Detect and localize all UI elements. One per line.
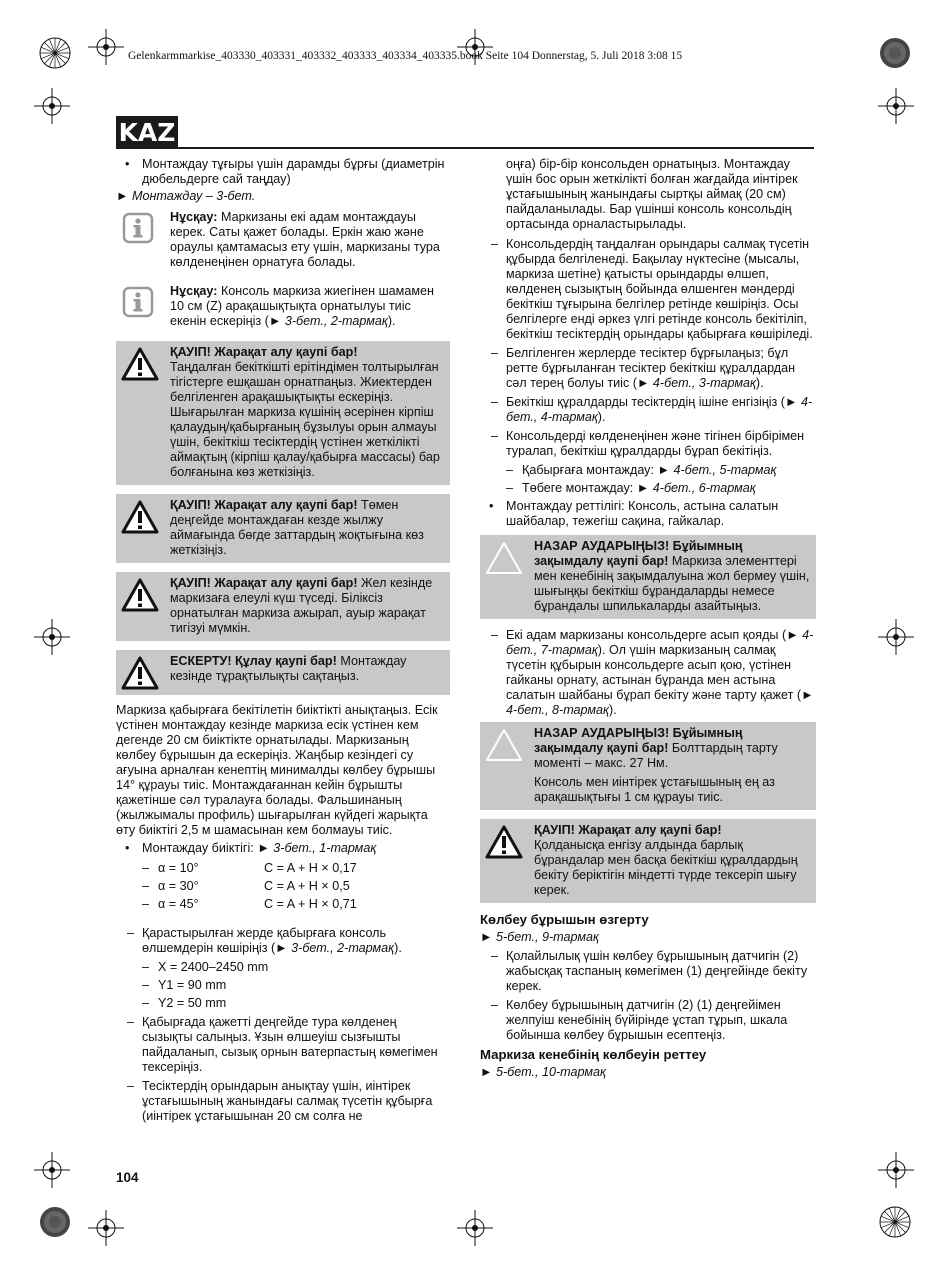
note1-label: Нұсқау: [170, 210, 218, 224]
dash-align: – Консольдерді көлденеңінен және тігінен бірбірімен туралап, бекіткіш құралдарды бұрап бекітіңіз. [480, 429, 816, 459]
tilt-dash-2: – Көлбеу бұрышының датчигін (2) (1) деңгейімен желпуіш кенебінің бүйірінде ұстап тұрып, шкала бойынша көлбеу бұрышын есептеңіз. [480, 998, 816, 1043]
dash-hang-end: ). [609, 703, 617, 717]
warn2-text: Төмен деңгейде монтаждаған кезде жылжу аймағында бөгде заттардың жоқтығына көз жеткізіңіз. [170, 498, 424, 557]
section-tilt-change-ref: ► 5-бет., 9-тармақ [480, 930, 599, 944]
note2-end: ). [387, 314, 396, 328]
caution2-label: НАЗАР АУДАРЫҢЫЗ! Бұйымның зақымдалу қаупі бар! [534, 726, 743, 755]
dash-level-line: – Қабырғада қажетті деңгейде тура көлденең сызықты салыңыз. Ұзын өлшеуіш сызғышты пайдаланып, сызық орнын ватерпастың көмегімен тексеріңіз. [116, 1015, 450, 1075]
warning-box-wind [116, 572, 450, 641]
header-rule [178, 147, 814, 149]
dash-hang-text: Екі адам маркизаны консольдерге асып қояды ( [506, 628, 787, 642]
info-icon [122, 212, 154, 244]
bullet-height-ref: ► 3-бет., 1-тармақ [257, 841, 377, 855]
caution1-label: НАЗАР АУДАРЫҢЫЗ! Бұйымның зақымдалу қаупі бар! [534, 539, 743, 568]
caution2-text2: Консоль мен иінтірек ұстағышының ең аз арақашықтығы 1 см құрауы тиіс. [534, 775, 775, 804]
bullet-drill: • Монтаждау тұғыры үшін дарамды бұрғы (диаметрін дюбельдерге сай таңдау) [116, 157, 450, 187]
section-canvas-tilt-ref: ► 5-бет., 10-тармақ [480, 1065, 606, 1079]
dimension-x: – X = 2400–2450 mm [116, 960, 450, 975]
left-column [116, 157, 450, 1128]
formula-expr: C = A + H × 0,71 [264, 897, 357, 911]
warning-triangle-icon [484, 824, 524, 860]
warn4-text: Монтаждау кезінде тұрақтылықты сақтаңыз. [170, 654, 407, 683]
caution2-text: Болттардың тарту моменті – макс. 27 Нм. [534, 741, 778, 770]
note-two-persons [116, 210, 450, 270]
formula-row [116, 879, 450, 894]
note-console-distance [116, 284, 450, 329]
formula-row [116, 861, 450, 876]
warning-box-fastener [116, 341, 450, 485]
warn2-label: ҚАУІП! Жарақат алу қаупі бар! [170, 498, 358, 512]
dash-insert [480, 395, 816, 425]
dash-transfer [116, 926, 450, 956]
section-canvas-tilt-title: Маркиза кенебінің көлбеуін реттеу [480, 1047, 707, 1062]
warning-box-commissioning [480, 819, 816, 903]
dash-transfer-end: ). [394, 941, 402, 955]
ref-montage: ► Монтаждау – 3-бет. [116, 189, 256, 203]
sub-wall-ref: ► 4-бет., 5-тармақ [657, 463, 777, 477]
note2-text: Консоль маркиза жиегінен шамамен 10 см (Z) арақашықтықта орнатылуы тиіс екенін ескеріңіз ( [170, 284, 434, 328]
language-tab: KAZ [116, 116, 178, 149]
warn1-text: Таңдалған бекіткішті ерітіндімен толтырылған тігістерге ешқашан орнатпаңыз. Жиектерден белгіленген арақашықтықты ескеріңіз. Шығарылған маркиза күшінің әсерінен кірпіш қалаудың/қабырғаның бұзылуы орын алмауы үшін, бекіткіш тесіктердің үстінен жеткілікті аймақтың (кірпіш қалау/қабырға массасы) бар болғанына көз жеткізіңіз. [170, 360, 440, 479]
caution-triangle-icon [484, 540, 524, 576]
dash-drill-end: ). [755, 376, 764, 390]
warn3-text: Жел кезінде маркизаға елеулі күш түседі. Біліксіз орнатылған маркиза ажырап, ауыр жарақат тигізуі мүмкін. [170, 576, 433, 635]
formula-alpha: α = 45° [158, 897, 199, 911]
caution-triangle-icon [484, 727, 524, 763]
dash-hang [480, 628, 816, 718]
caution-box-screws [480, 535, 816, 619]
warning-triangle-icon [120, 577, 160, 613]
warn1-label: ҚАУІП! Жарақат алу қаупі бар! [170, 345, 358, 359]
formula-alpha: α = 30° [158, 879, 199, 893]
sub-ceiling-mount [480, 481, 816, 496]
page-number: 104 [116, 1170, 139, 1185]
bullet-mount-height [116, 841, 450, 856]
file-header: Gelenkarmmarkise_403330_403331_403332_403333_403334_403335.book Seite 104 Donnerstag, 5. Juli 2018 3:08 15 [128, 50, 683, 62]
formula-row [116, 897, 450, 912]
section-tilt-change-title: Көлбеу бұрышын өзгерту [480, 912, 649, 927]
note2-ref: ► 3-бет., 2-тармақ [268, 314, 388, 328]
formula-alpha: α = 10° [158, 861, 199, 875]
formula-expr: C = A + H × 0,17 [264, 861, 357, 875]
warning-box-low-mount [116, 494, 450, 563]
info-icon [122, 286, 154, 318]
dimension-y2: – Y2 = 50 mm [116, 996, 450, 1011]
dash-hang-mid: ). Ол үшін маркизаның салмақ түсетін құбырын консольдерге асып қою, үстінен гайканы орнату, астынан бұранда мен астына салатын шайбаны бұрап бекіту және тарту қажет ( [506, 643, 802, 702]
warning-triangle-icon [120, 655, 160, 691]
warning-box-fall [116, 650, 450, 695]
dash-drill [480, 346, 816, 391]
dash-insert-end: ). [597, 410, 606, 424]
warning-triangle-icon [120, 499, 160, 535]
dash-drill-ref: ► 4-бет., 3-тармақ [636, 376, 756, 390]
sub-ceiling-ref: ► 4-бет., 6-тармақ [636, 481, 756, 495]
sub-wall-mount [480, 463, 816, 478]
dash-transfer-ref: ► 3-бет., 2-тармақ [275, 941, 395, 955]
note1-text: Маркизаны екі адам монтаждауы керек. Саты қажет болады. Еркін жаю және ораулы қамтамасыз ету үшін, маркизаны тура көлденеңінен орнатуға болады. [170, 210, 440, 269]
dash-insert-text: Бекіткіш құралдарды тесіктердің ішіне енгізіңіз ( [506, 395, 786, 409]
caution-box-torque [480, 722, 816, 810]
warn5-text: Қолданысқа енгізу алдында барлық бұрандалар мен басқа бекіткіш құралдардың бекіту беріктігін міндетті түрде тексеріп шығу керек. [534, 838, 798, 897]
bullet-height-text: Монтаждау биіктігі: [142, 841, 258, 855]
tilt-dash-1: – Қолайлылық үшін көлбеу бұрышының датчигін (2) жабысқақ таспаның көмегімен (1) деңгейінде бекіту керек. [480, 949, 816, 994]
sub-wall-text: Қабырғаға монтаждау: [522, 463, 658, 477]
bullet-order: • Монтаждау реттілігі: Консоль, астына салатын шайбалар, тежегіш сақина, гайкалар. [480, 499, 816, 529]
dash-positions: – Консольдердің таңдалған орындары салмақ түсетін құбырда белгіленеді. Бақылау нүктесіне (мысалы, маркиза шетіне) қатысты орындарды өлшеп, көлденең сызықтың бойында өлшенген мәндерді бекіткіш тұғырына белгілер ретінде көшіріңіз. Осы белгілерге енді әркез үлгі ретінде консоль бекітіліп, бекіткіш тесіктердің орындары қабырғаға көшіріледі. [480, 237, 816, 342]
caution1-text: Маркиза элементтері мен кенебінің зақымдалуына жол бермеу үшін, шығыңқы бекіткіш бұрандаларды немесе бұрандалы шпилькаларды азайтыңыз. [534, 554, 810, 613]
warn4-label: ЕСКЕРТУ! Құлау қаупі бар! [170, 654, 337, 668]
continued-paragraph: оңға) бір-бір консольден орнатыңыз. Монтаждау үшін бос орын жеткілікті болған жағдайда иінтірек ұстағышының жанындағы сыртқы аймақ (20 см) пайдаланылады. Бар үшінші консоль консольдің ортасында орналастырылады. [506, 157, 798, 231]
height-paragraph: Маркиза қабырғаға бекітілетін биіктікті анықтаңыз. Есік үстінен монтаждау кезінде маркиза есік үстінен кем дегенде 20 см биіктікте орнатылады. Маркизаның көлбеу бұрышын да ескеріңіз. Жаңбыр кезіндегі су ағуына арналған кенептің минималды көлбеу бұрышы 14° құрауы тиіс. Монтаждағаннан кейін бұрышты қажетінше сәл туралауға болады. Фальшинаның (жылжымалы профиль) шығарылған күйдегі жарықта өту биіктігі 2,5 м шамасынан кем болмауы тиіс. [116, 703, 438, 837]
dimension-y1: – Y1 = 90 mm [116, 978, 450, 993]
warning-triangle-icon [120, 346, 160, 382]
note2-label: Нұсқау: [170, 284, 218, 298]
sub-ceiling-text: Төбеге монтаждау: [522, 481, 637, 495]
dash-drill-text: Белгіленген жерлерде тесіктер бұрғылаңыз; бұл ретте бұрғыланған тесіктер бекіткіш құралдардан сәл терең болуы тиіс ( [506, 346, 796, 390]
dash-insert-ref: ► 4-бет., 4-тармақ [506, 395, 813, 424]
formula-expr: C = A + H × 0,5 [264, 879, 350, 893]
dash-hole-positions: – Тесіктердің орындарын анықтау үшін, иінтірек ұстағышының жанындағы салмақ түсетін құбырға (иінтірек ұстағышынан 20 см солға не [116, 1079, 450, 1124]
warn3-label: ҚАУІП! Жарақат алу қаупі бар! [170, 576, 358, 590]
right-column [480, 157, 816, 1084]
warn5-label: ҚАУІП! Жарақат алу қаупі бар! [534, 823, 722, 837]
dash-transfer-text: Қарастырылған жерде қабырғаға консоль өлшемдерін көшіріңіз ( [142, 926, 387, 955]
dash-hang-ref2: ► 4-бет., 8-тармақ [506, 688, 814, 717]
dash-hang-ref: ► 4-бет., 7-тармақ [506, 628, 814, 657]
